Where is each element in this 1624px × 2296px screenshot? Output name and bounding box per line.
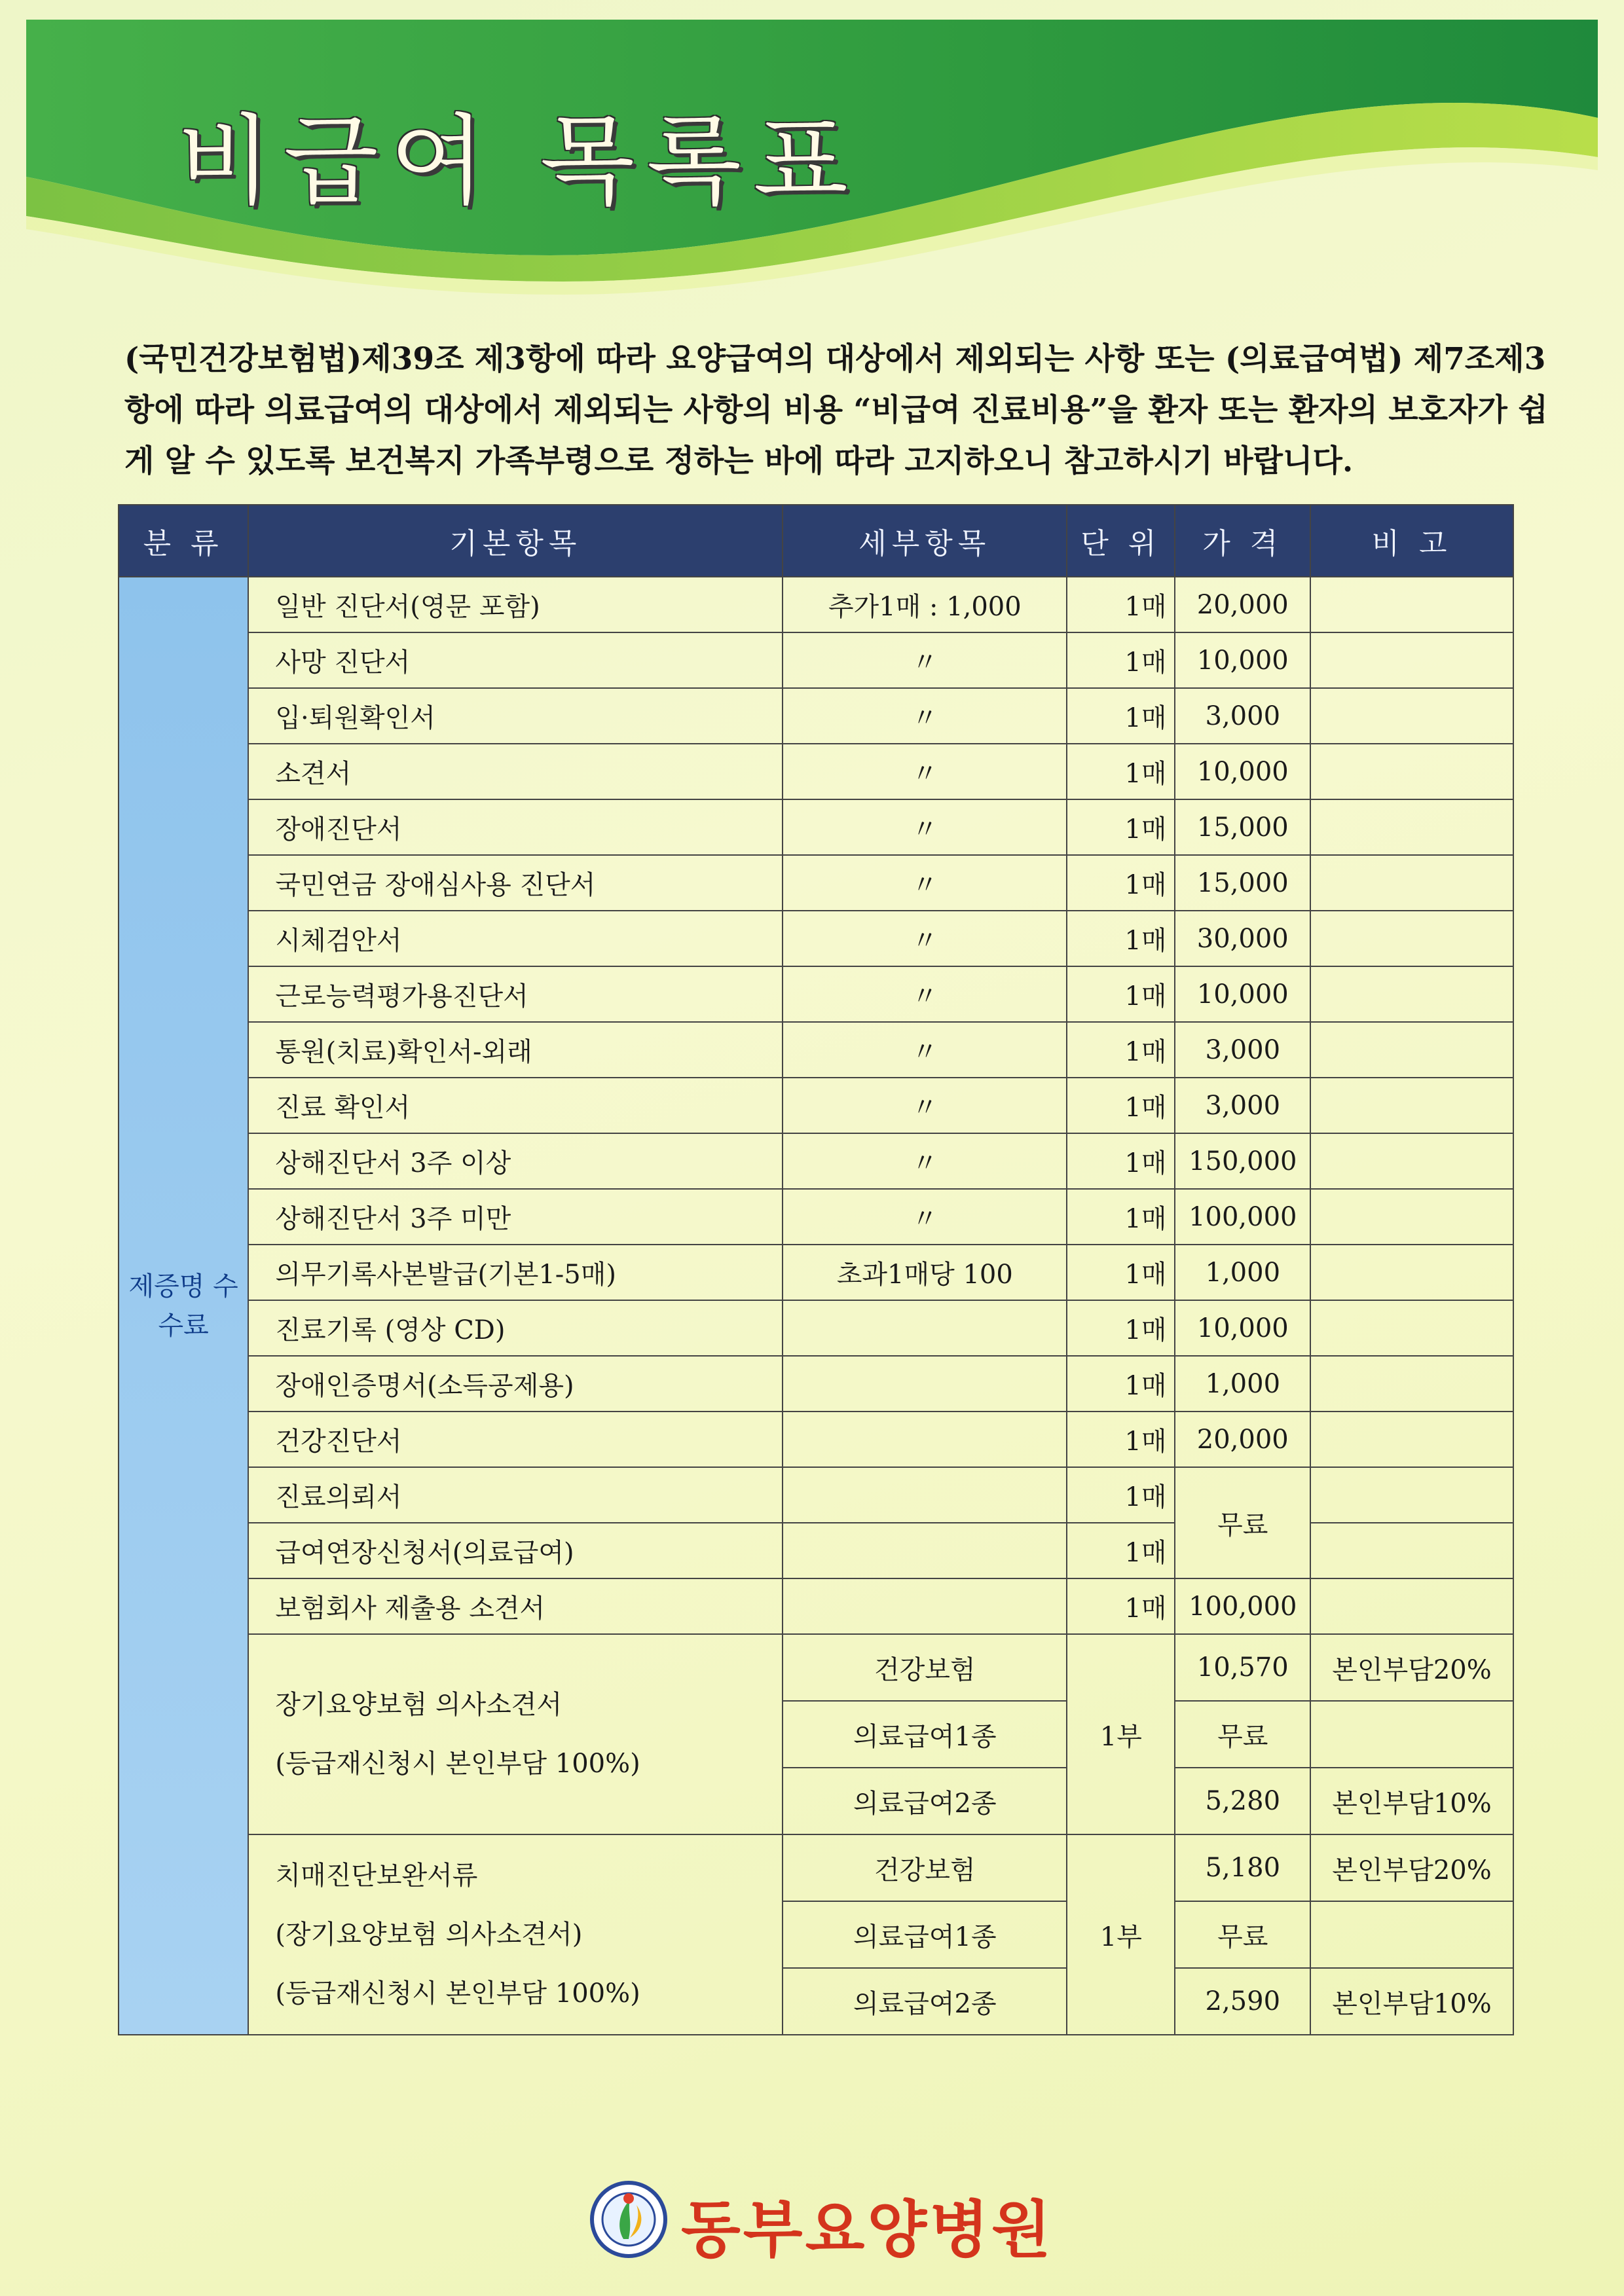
table-row	[119, 1356, 1513, 1412]
hospital-logo-icon	[589, 2180, 668, 2259]
note-cell: 본인부담20%	[1310, 1834, 1513, 1901]
fee-table	[118, 504, 1514, 2035]
detail-cell	[783, 1412, 1067, 1467]
table-body	[119, 577, 1513, 2035]
note-cell	[1310, 1412, 1513, 1467]
note-cell	[1310, 1189, 1513, 1245]
note-cell	[1310, 744, 1513, 799]
note-cell: 본인부담20%	[1310, 1634, 1513, 1701]
detail-cell: 추가1매 : 1,000	[783, 577, 1067, 632]
table-row	[119, 1022, 1513, 1078]
item-cell: 사망 진단서	[248, 632, 783, 688]
detail-cell	[783, 1467, 1067, 1523]
price-cell: 3,000	[1175, 1078, 1310, 1133]
unit-cell: 1매	[1067, 799, 1175, 855]
item-cell: 소견서	[248, 744, 783, 799]
note-cell	[1310, 1701, 1513, 1768]
unit-cell: 1매	[1067, 855, 1175, 911]
detail-cell: 〃	[783, 1189, 1067, 1245]
item-cell: 상해진단서 3주 이상	[248, 1133, 783, 1189]
price-cell: 5,180	[1175, 1834, 1310, 1901]
detail-cell: 〃	[783, 1078, 1067, 1133]
detail-cell: 〃	[783, 744, 1067, 799]
unit-cell: 1매	[1067, 1412, 1175, 1467]
price-cell: 3,000	[1175, 1022, 1310, 1078]
table-row	[119, 1300, 1513, 1356]
price-cell: 1,000	[1175, 1245, 1310, 1300]
detail-cell: 〃	[783, 1022, 1067, 1078]
table-row	[119, 1412, 1513, 1467]
unit-cell: 1부	[1067, 1634, 1175, 1834]
unit-cell: 1매	[1067, 744, 1175, 799]
detail-cell: 의료급여2종	[783, 1768, 1067, 1834]
note-cell	[1310, 1133, 1513, 1189]
detail-cell: 의료급여2종	[783, 1968, 1067, 2035]
intro-paragraph: (국민건강보험법)제39조 제3항에 따라 요양급여의 대상에서 제외되는 사항 또는 (의료급여법) 제7조제3항에 따라 의료급여의 대상에서 제외되는 사항의 비용 “비급여 진료비용”을 환자 또는 환자의 보호자가 쉽게 알 수 있도록 보건복지 가족부령으로 정하는 바에 따라 고지하오니 참고하시기 바랍니다.	[124, 341, 1548, 479]
detail-cell: 건강보험	[783, 1634, 1067, 1701]
detail-cell	[783, 1523, 1067, 1578]
title-banner	[26, 20, 1598, 308]
detail-cell: 의료급여1종	[783, 1701, 1067, 1768]
item-cell: 진료의뢰서	[248, 1467, 783, 1523]
footer	[26, 2174, 1598, 2265]
table-row	[119, 632, 1513, 688]
price-cell: 150,000	[1175, 1133, 1310, 1189]
table-row	[119, 1634, 1513, 1701]
item-cell: 일반 진단서(영문 포함)	[248, 577, 783, 632]
price-cell: 1,000	[1175, 1356, 1310, 1412]
note-cell	[1310, 688, 1513, 744]
category-cell: 제증명 수수료	[119, 577, 248, 2035]
price-cell: 2,590	[1175, 1968, 1310, 2035]
table-row	[119, 1245, 1513, 1300]
unit-cell: 1매	[1067, 1245, 1175, 1300]
note-cell	[1310, 632, 1513, 688]
unit-cell: 1매	[1067, 632, 1175, 688]
item-cell: 국민연금 장애심사용 진단서	[248, 855, 783, 911]
group-item-line: 장기요양보험 의사소견서	[275, 1690, 563, 1720]
price-cell: 무료	[1175, 1901, 1310, 1968]
note-cell	[1310, 1300, 1513, 1356]
price-cell: 10,570	[1175, 1634, 1310, 1701]
detail-cell	[783, 1356, 1067, 1412]
unit-cell: 1매	[1067, 1467, 1175, 1523]
table-row	[119, 1578, 1513, 1634]
table-row	[119, 688, 1513, 744]
group-item-cell	[248, 1634, 783, 1834]
table-row	[119, 1133, 1513, 1189]
header-category: 분 류	[119, 505, 248, 577]
header-price: 가 격	[1175, 505, 1310, 577]
item-cell: 장애인증명서(소득공제용)	[248, 1356, 783, 1412]
price-cell: 10,000	[1175, 966, 1310, 1022]
note-cell	[1310, 1245, 1513, 1300]
header-item: 기본항목	[248, 505, 783, 577]
detail-cell	[783, 1578, 1067, 1634]
detail-cell: 〃	[783, 632, 1067, 688]
detail-cell: 〃	[783, 855, 1067, 911]
table-row	[119, 1834, 1513, 1901]
detail-cell	[783, 1300, 1067, 1356]
price-cell: 30,000	[1175, 911, 1310, 966]
detail-cell: 건강보험	[783, 1834, 1067, 1901]
item-cell: 입·퇴원확인서	[248, 688, 783, 744]
item-cell: 의무기록사본발급(기본1-5매)	[248, 1245, 783, 1300]
header-note: 비 고	[1310, 505, 1513, 577]
group-item-cell	[248, 1834, 783, 2035]
note-cell	[1310, 911, 1513, 966]
unit-cell: 1매	[1067, 1022, 1175, 1078]
group-item-line: (등급재신청시 본인부담 100%)	[275, 1978, 640, 2009]
price-cell: 무료	[1175, 1701, 1310, 1768]
group-item-line: 치매진단보완서류	[275, 1861, 478, 1891]
unit-cell: 1매	[1067, 688, 1175, 744]
note-cell	[1310, 855, 1513, 911]
price-cell: 20,000	[1175, 1412, 1310, 1467]
price-cell: 3,000	[1175, 688, 1310, 744]
unit-cell: 1매	[1067, 1189, 1175, 1245]
table-row	[119, 966, 1513, 1022]
group-item-line: (장기요양보험 의사소견서)	[275, 1920, 583, 1950]
price-cell: 10,000	[1175, 632, 1310, 688]
note-cell	[1310, 1078, 1513, 1133]
unit-cell: 1매	[1067, 1356, 1175, 1412]
price-cell: 15,000	[1175, 855, 1310, 911]
item-cell: 장애진단서	[248, 799, 783, 855]
price-cell: 무료	[1175, 1467, 1310, 1578]
item-cell: 보험회사 제출용 소견서	[248, 1578, 783, 1634]
price-cell: 15,000	[1175, 799, 1310, 855]
table-row	[119, 911, 1513, 966]
price-cell: 10,000	[1175, 1300, 1310, 1356]
unit-cell: 1매	[1067, 1578, 1175, 1634]
table-row	[119, 1467, 1513, 1523]
detail-cell: 〃	[783, 911, 1067, 966]
price-cell: 20,000	[1175, 577, 1310, 632]
item-cell: 근로능력평가용진단서	[248, 966, 783, 1022]
detail-cell: 〃	[783, 799, 1067, 855]
item-cell: 진료 확인서	[248, 1078, 783, 1133]
header-unit: 단 위	[1067, 505, 1175, 577]
detail-cell: 〃	[783, 1133, 1067, 1189]
note-cell	[1310, 577, 1513, 632]
item-cell: 상해진단서 3주 미만	[248, 1189, 783, 1245]
item-cell: 급여연장신청서(의료급여)	[248, 1523, 783, 1578]
unit-cell: 1매	[1067, 1523, 1175, 1578]
detail-cell: 의료급여1종	[783, 1901, 1067, 1968]
item-cell: 건강진단서	[248, 1412, 783, 1467]
note-cell: 본인부담10%	[1310, 1968, 1513, 2035]
note-cell: 본인부담10%	[1310, 1768, 1513, 1834]
unit-cell: 1매	[1067, 911, 1175, 966]
unit-cell: 1매	[1067, 577, 1175, 632]
table-header-row	[119, 505, 1513, 577]
detail-cell: 〃	[783, 966, 1067, 1022]
table-row	[119, 855, 1513, 911]
group-item-line: (등급재신청시 본인부담 100%)	[275, 1749, 640, 1779]
detail-cell: 초과1매당 100	[783, 1245, 1067, 1300]
note-cell	[1310, 1901, 1513, 1968]
item-cell: 진료기록 (영상 CD)	[248, 1300, 783, 1356]
price-cell: 10,000	[1175, 744, 1310, 799]
item-cell: 시체검안서	[248, 911, 783, 966]
price-cell: 100,000	[1175, 1189, 1310, 1245]
unit-cell: 1매	[1067, 966, 1175, 1022]
note-cell	[1310, 966, 1513, 1022]
note-cell	[1310, 1578, 1513, 1634]
price-cell: 5,280	[1175, 1768, 1310, 1834]
table-row	[119, 577, 1513, 632]
page-title: 비급여 목록표	[177, 105, 860, 219]
note-cell	[1310, 799, 1513, 855]
table-row	[119, 744, 1513, 799]
table-row	[119, 1189, 1513, 1245]
unit-cell: 1부	[1067, 1834, 1175, 2035]
table-row	[119, 1078, 1513, 1133]
unit-cell: 1매	[1067, 1078, 1175, 1133]
item-cell: 통원(치료)확인서-외래	[248, 1022, 783, 1078]
note-cell	[1310, 1356, 1513, 1412]
document-page	[26, 20, 1598, 2276]
unit-cell: 1매	[1067, 1300, 1175, 1356]
unit-cell: 1매	[1067, 1133, 1175, 1189]
table-row	[119, 799, 1513, 855]
detail-cell: 〃	[783, 688, 1067, 744]
note-cell	[1310, 1022, 1513, 1078]
header-detail: 세부항목	[783, 505, 1067, 577]
note-cell	[1310, 1467, 1513, 1523]
note-cell	[1310, 1523, 1513, 1578]
hospital-name: 동부요양병원	[681, 2195, 1054, 2266]
price-cell: 100,000	[1175, 1578, 1310, 1634]
